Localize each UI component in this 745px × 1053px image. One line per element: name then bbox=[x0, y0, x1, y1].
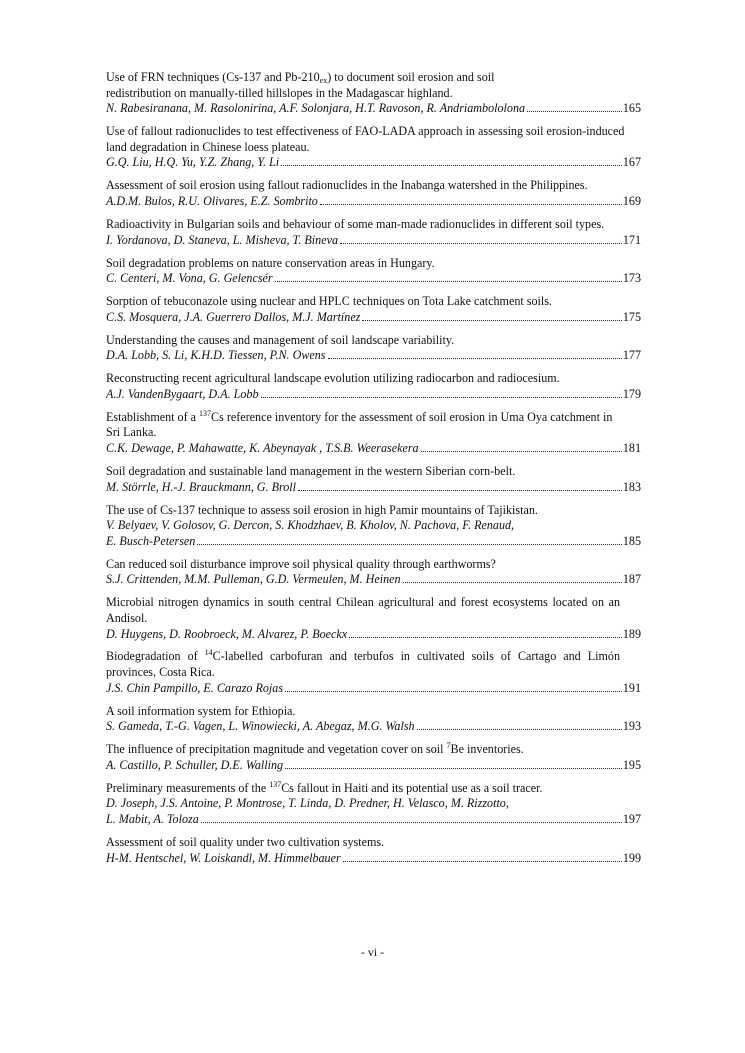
entry-title: Assessment of soil erosion using fallout radionuclides in the Inabanga watershed in the Philippines. bbox=[106, 178, 588, 193]
dot-leader bbox=[261, 397, 622, 398]
toc-entry bbox=[106, 649, 641, 696]
toc-entry bbox=[106, 333, 641, 364]
toc-entry bbox=[106, 503, 641, 550]
toc-entry bbox=[106, 217, 641, 248]
dot-leader bbox=[281, 165, 622, 166]
entry-title: Microbial nitrogen dynamics in south central Chilean agricultural and forest ecosystems located on an Andisol. bbox=[106, 595, 620, 625]
entry-authors: C.K. Dewage, P. Mahawatte, K. Abeynayak , T.S.B. Weerasekera bbox=[106, 441, 419, 455]
toc-entry bbox=[106, 124, 641, 171]
entry-authors: A.J. VandenBygaart, D.A. Lobb bbox=[106, 386, 259, 401]
entry-title: Establishment of a $^{137}$Cs reference inventory for the assessment of soil erosion in Uma Oya catchment in Sri Lanka. bbox=[106, 408, 613, 440]
dot-leader bbox=[362, 320, 621, 321]
toc-entry bbox=[106, 371, 641, 402]
dot-leader bbox=[285, 768, 622, 769]
entry-page-number: 177 bbox=[622, 348, 641, 363]
entry-page-number: 169 bbox=[622, 193, 641, 208]
entry-page-number: 187 bbox=[622, 572, 641, 587]
dot-leader bbox=[275, 281, 622, 282]
entry-authors-line: D. Joseph, J.S. Antoine, P. Montrose, T. Linda, D. Predner, H. Velasco, M. Rizzotto, bbox=[106, 796, 509, 811]
dot-leader bbox=[320, 204, 622, 205]
entry-page-number: 199 bbox=[622, 850, 641, 865]
dot-leader bbox=[527, 111, 622, 112]
entry-title: The influence of precipitation magnitude and vegetation cover on soil $^7$Be inventories. bbox=[106, 741, 524, 757]
toc-entry bbox=[106, 70, 641, 117]
entry-authors: D.A. Lobb, S. Li, K.H.D. Tiessen, P.N. Owens bbox=[106, 348, 326, 363]
dot-leader bbox=[343, 861, 622, 862]
entry-title: Reconstructing recent agricultural landscape evolution utilizing radiocarbon and radiocesium. bbox=[106, 371, 560, 386]
dot-leader bbox=[403, 582, 622, 583]
toc-entry bbox=[106, 256, 641, 287]
toc-entry bbox=[106, 742, 641, 773]
entry-page-number: 193 bbox=[622, 719, 641, 734]
entry-page-number: 171 bbox=[622, 232, 641, 247]
dot-leader bbox=[328, 358, 622, 359]
entry-title: Sorption of tebuconazole using nuclear and HPLC techniques on Tota Lake catchment soils. bbox=[106, 294, 552, 309]
dot-leader bbox=[298, 490, 622, 491]
dot-leader bbox=[197, 544, 622, 545]
entry-authors: G.Q. Liu, H.Q. Yu, Y.Z. Zhang, Y. Li bbox=[106, 155, 280, 170]
dot-leader bbox=[349, 637, 622, 638]
entry-page-number: 175 bbox=[622, 309, 641, 324]
entry-title: Soil degradation problems on nature conservation areas in Hungary. bbox=[106, 255, 435, 270]
entry-page-number: 181 bbox=[622, 441, 641, 455]
table-of-contents bbox=[106, 70, 641, 874]
entry-title: Preliminary measurements of the $^{137}$Cs fallout in Haiti and its potential use as a soil tracer. bbox=[106, 779, 543, 795]
entry-page-number: 167 bbox=[622, 155, 641, 170]
entry-title: Can reduced soil disturbance improve soil physical quality through earthworms? bbox=[106, 556, 496, 571]
entry-title: Radioactivity in Bulgarian soils and behaviour of some man-made radionuclides in different soil types. bbox=[106, 216, 605, 231]
entry-authors: H-M. Hentschel, W. Loiskandl, M. Himmelbauer bbox=[106, 850, 341, 865]
entry-page-number: 173 bbox=[622, 271, 641, 286]
entry-authors: C.S. Mosquera, J.A. Guerrero Dallos, M.J. Martínez bbox=[106, 309, 361, 324]
entry-page-number: 179 bbox=[622, 386, 641, 401]
dot-leader bbox=[421, 451, 622, 452]
entry-title: The use of Cs-137 technique to assess soil erosion in high Pamir mountains of Tajikistan. bbox=[106, 502, 538, 517]
entry-title: Understanding the causes and management of soil landscape variability. bbox=[106, 332, 455, 347]
toc-entry bbox=[106, 410, 641, 457]
toc-entry bbox=[106, 557, 641, 588]
entry-title: Soil degradation and sustainable land management in the western Siberian corn-belt. bbox=[106, 463, 516, 478]
entry-authors: E. Busch-Petersen bbox=[106, 533, 196, 548]
entry-page-number: 165 bbox=[622, 101, 641, 116]
dot-leader bbox=[285, 691, 622, 692]
entry-authors: A.D.M. Bulos, R.U. Olivares, E.Z. Sombrito bbox=[106, 193, 318, 208]
toc-entry bbox=[106, 781, 641, 828]
entry-page-number: 191 bbox=[622, 680, 641, 695]
dot-leader bbox=[201, 822, 622, 823]
entry-authors: J.S. Chin Pampillo, E. Carazo Rojas bbox=[106, 680, 284, 695]
entry-title: Assessment of soil quality under two cultivation systems. bbox=[106, 834, 385, 849]
entry-authors: C. Centeri, M. Vona, G. Gelencsér bbox=[106, 271, 273, 286]
entry-authors: N. Rabesiranana, M. Rasolonirina, A.F. Solonjara, H.T. Ravoson, R. Andriambololona bbox=[106, 101, 526, 116]
entry-authors: A. Castillo, P. Schuller, D.E. Walling bbox=[106, 757, 284, 772]
entry-authors: S. Gameda, T.-G. Vagen, L. Winowiecki, A. Abegaz, M.G. Walsh bbox=[106, 719, 415, 734]
entry-page-number: 185 bbox=[622, 533, 641, 548]
entry-title: Use of fallout radionuclides to test effectiveness of FAO-LADA approach in assessing soil erosion-induced land degradation in Chinese loess plateau. bbox=[106, 124, 625, 154]
entry-page-number: 197 bbox=[622, 812, 641, 826]
entry-title: A soil information system for Ethiopia. bbox=[106, 703, 296, 718]
toc-entry bbox=[106, 464, 641, 495]
entry-authors: I. Yordanova, D. Staneva, L. Misheva, T. Bineva bbox=[106, 232, 338, 247]
entry-page-number: 189 bbox=[622, 626, 641, 641]
toc-entry bbox=[106, 178, 641, 209]
entry-page-number: 195 bbox=[622, 757, 641, 772]
toc-entry bbox=[106, 835, 641, 866]
dot-leader bbox=[417, 729, 622, 730]
entry-authors: M. Störrle, H.-J. Brauckmann, G. Broll bbox=[106, 479, 296, 494]
entry-authors-line: V. Belyaev, V. Golosov, G. Dercon, S. Khodzhaev, B. Kholov, N. Pachova, F. Renaud, bbox=[106, 518, 515, 533]
page-footer: - vi - bbox=[360, 945, 385, 959]
entry-page-number: 183 bbox=[622, 479, 641, 494]
toc-entry bbox=[106, 595, 641, 642]
entry-title: Use of FRN techniques (Cs-137 and $Pb-210_{ex}$) to document soil erosion and soil redistribution on manually-tilled hillslopes in the Madagascar highland. bbox=[106, 70, 495, 100]
entry-authors: S.J. Crittenden, M.M. Pulleman, G.D. Vermeulen, M. Heinen bbox=[106, 572, 401, 587]
entry-title: Biodegradation of $^{14}$C-labelled carbofuran and terbufos in cultivated soils of Cartago and Limón provinces, Costa Rica. bbox=[106, 648, 620, 680]
toc-entry bbox=[106, 704, 641, 735]
entry-authors: L. Mabit, A. Toloza bbox=[106, 812, 199, 826]
entry-authors: D. Huygens, D. Roobroeck, M. Alvarez, P. Boeckx bbox=[106, 626, 348, 641]
dot-leader bbox=[340, 243, 622, 244]
toc-entry bbox=[106, 294, 641, 325]
